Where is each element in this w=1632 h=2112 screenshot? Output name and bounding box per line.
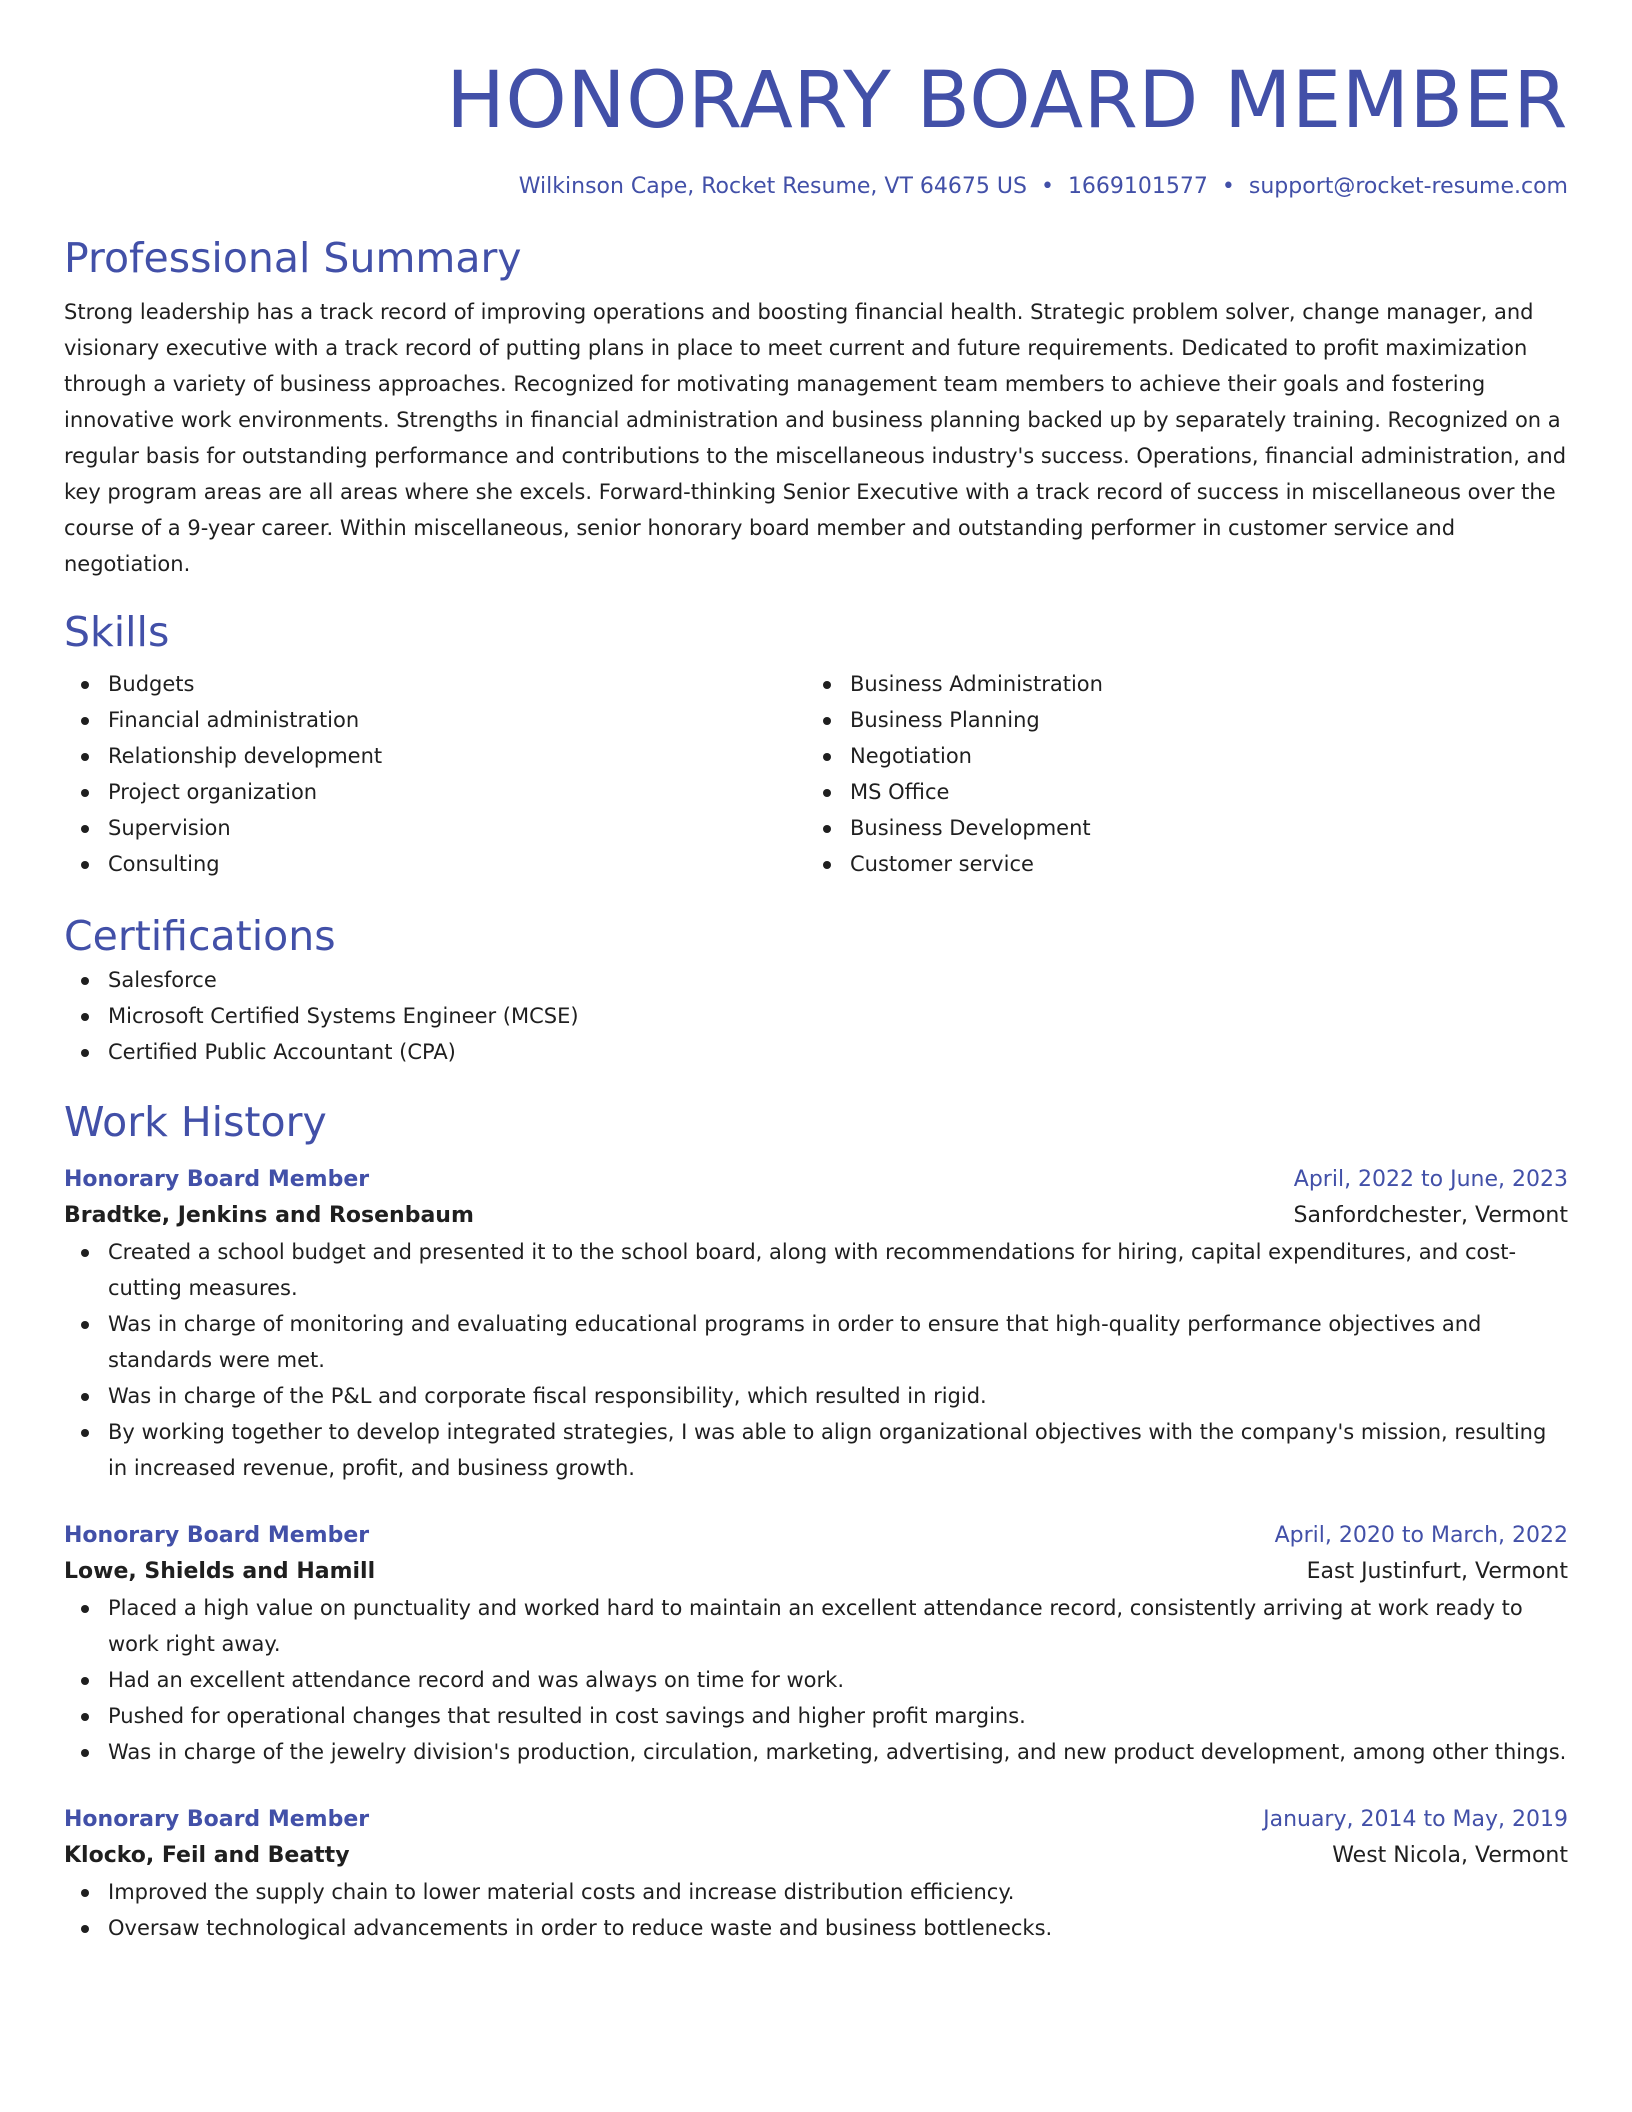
job-location: Sanfordchester, Vermont xyxy=(1293,1203,1568,1228)
certifications-heading: Certifications xyxy=(64,912,336,960)
job-dates: April, 2022 to June, 2023 xyxy=(1293,1167,1568,1192)
skill-item: Project organization xyxy=(108,774,806,810)
job-bullet: Was in charge of the P&L and corporate fiscal responsibility, which resulted in rigid. xyxy=(108,1378,1568,1414)
job-header xyxy=(64,1802,1568,1838)
skills-column-left xyxy=(64,666,806,882)
contact-separator: • xyxy=(1221,174,1235,199)
job-bullets xyxy=(64,1234,1568,1486)
job-header xyxy=(64,1518,1568,1554)
certification-item: Salesforce xyxy=(108,962,1568,998)
skill-item: Relationship development xyxy=(108,738,806,774)
certification-item: Certified Public Accountant (CPA) xyxy=(108,1034,1568,1070)
skill-item: MS Office xyxy=(850,774,1548,810)
job-bullet: Placed a high value on punctuality and worked hard to maintain an excellent attendance record, consistently arriving at work ready to work right away. xyxy=(108,1590,1568,1662)
skill-item: Financial administration xyxy=(108,702,806,738)
job-subheader xyxy=(64,1838,1568,1874)
job-title: Honorary Board Member xyxy=(64,1167,370,1192)
job-bullet: Improved the supply chain to lower material costs and increase distribution efficiency. xyxy=(108,1874,1568,1910)
job-entry xyxy=(64,1162,1568,1486)
job-bullet: Was in charge of monitoring and evaluating educational programs in order to ensure that high-quality performance objectives and standards were met. xyxy=(108,1306,1568,1378)
job-title: Honorary Board Member xyxy=(64,1807,370,1832)
contact-phone: 1669101577 xyxy=(1067,174,1208,199)
job-location: East Justinfurt, Vermont xyxy=(1306,1559,1568,1584)
job-bullet: By working together to develop integrated strategies, I was able to align organizational objectives with the company's mission, resulting in increased revenue, profit, and business growth. xyxy=(108,1414,1568,1486)
job-bullet: Was in charge of the jewelry division's production, circulation, marketing, advertising, and new product development, among other things. xyxy=(108,1734,1568,1770)
skill-item: Business Administration xyxy=(850,666,1548,702)
job-company: Bradtke, Jenkins and Rosenbaum xyxy=(64,1203,474,1228)
job-company: Lowe, Shields and Hamill xyxy=(64,1559,376,1584)
skill-item: Business Development xyxy=(850,810,1548,846)
job-subheader xyxy=(64,1554,1568,1590)
job-entry xyxy=(64,1518,1568,1770)
resume-header xyxy=(64,52,1568,202)
job-subheader xyxy=(64,1198,1568,1234)
skill-item: Consulting xyxy=(108,846,806,882)
job-title: Honorary Board Member xyxy=(64,1523,370,1548)
contact-separator: • xyxy=(1040,174,1054,199)
job-bullets xyxy=(64,1874,1568,1946)
skills-list-right xyxy=(806,666,1548,882)
job-bullet: Oversaw technological advancements in order to reduce waste and business bottlenecks. xyxy=(108,1910,1568,1946)
skill-item: Negotiation xyxy=(850,738,1548,774)
contact-email[interactable]: support@rocket-resume.com xyxy=(1248,174,1568,199)
work-history-heading: Work History xyxy=(64,1098,327,1146)
skill-item: Supervision xyxy=(108,810,806,846)
job-entry xyxy=(64,1802,1568,1946)
skills-heading: Skills xyxy=(64,608,170,656)
candidate-name: HONORARY BOARD MEMBER xyxy=(446,56,1568,146)
contact-address: Wilkinson Cape, Rocket Resume, VT 64675 US xyxy=(518,174,1027,199)
skills-grid xyxy=(64,666,1568,882)
certification-item: Microsoft Certified Systems Engineer (MCSE) xyxy=(108,998,1568,1034)
skills-column-right xyxy=(806,666,1548,882)
certifications-list xyxy=(64,962,1568,1070)
job-bullet: Pushed for operational changes that resulted in cost savings and higher profit margins. xyxy=(108,1698,1568,1734)
job-bullet: Created a school budget and presented it to the school board, along with recommendations for hiring, capital expenditures, and cost-cutting measures. xyxy=(108,1234,1568,1306)
skill-item: Customer service xyxy=(850,846,1548,882)
job-dates: April, 2020 to March, 2022 xyxy=(1274,1523,1568,1548)
skills-list-left xyxy=(64,666,806,882)
job-location: West Nicola, Vermont xyxy=(1332,1843,1568,1868)
job-bullet: Had an excellent attendance record and was always on time for work. xyxy=(108,1662,1568,1698)
job-bullets xyxy=(64,1590,1568,1770)
summary-heading: Professional Summary xyxy=(64,234,522,282)
job-header xyxy=(64,1162,1568,1198)
contact-line xyxy=(64,172,1568,202)
job-dates: January, 2014 to May, 2019 xyxy=(1263,1807,1568,1832)
skill-item: Business Planning xyxy=(850,702,1548,738)
skill-item: Budgets xyxy=(108,666,806,702)
job-company: Klocko, Feil and Beatty xyxy=(64,1843,350,1868)
summary-text: Strong leadership has a track record of improving operations and boosting financial health. Strategic problem solver, change manager, and visionary executive with a track record of putting plans in place to meet current and future requirements. Dedicated to profit maximization through a variety of business approaches. Recognized for motivating management team members to achieve their goals and fostering innovative work environments. Strengths in financial administration and business planning backed up by separately training. Recognized on a regular basis for outstanding performance and contributions to the miscellaneous industry's success. Operations, financial administration, and key program areas are all areas where she excels. Forward-thinking Senior Executive with a track record of success in miscellaneous over the course of a 9-year career. Within miscellaneous, senior honorary board member and outstanding performer in customer service and negotiation. xyxy=(64,300,1567,576)
